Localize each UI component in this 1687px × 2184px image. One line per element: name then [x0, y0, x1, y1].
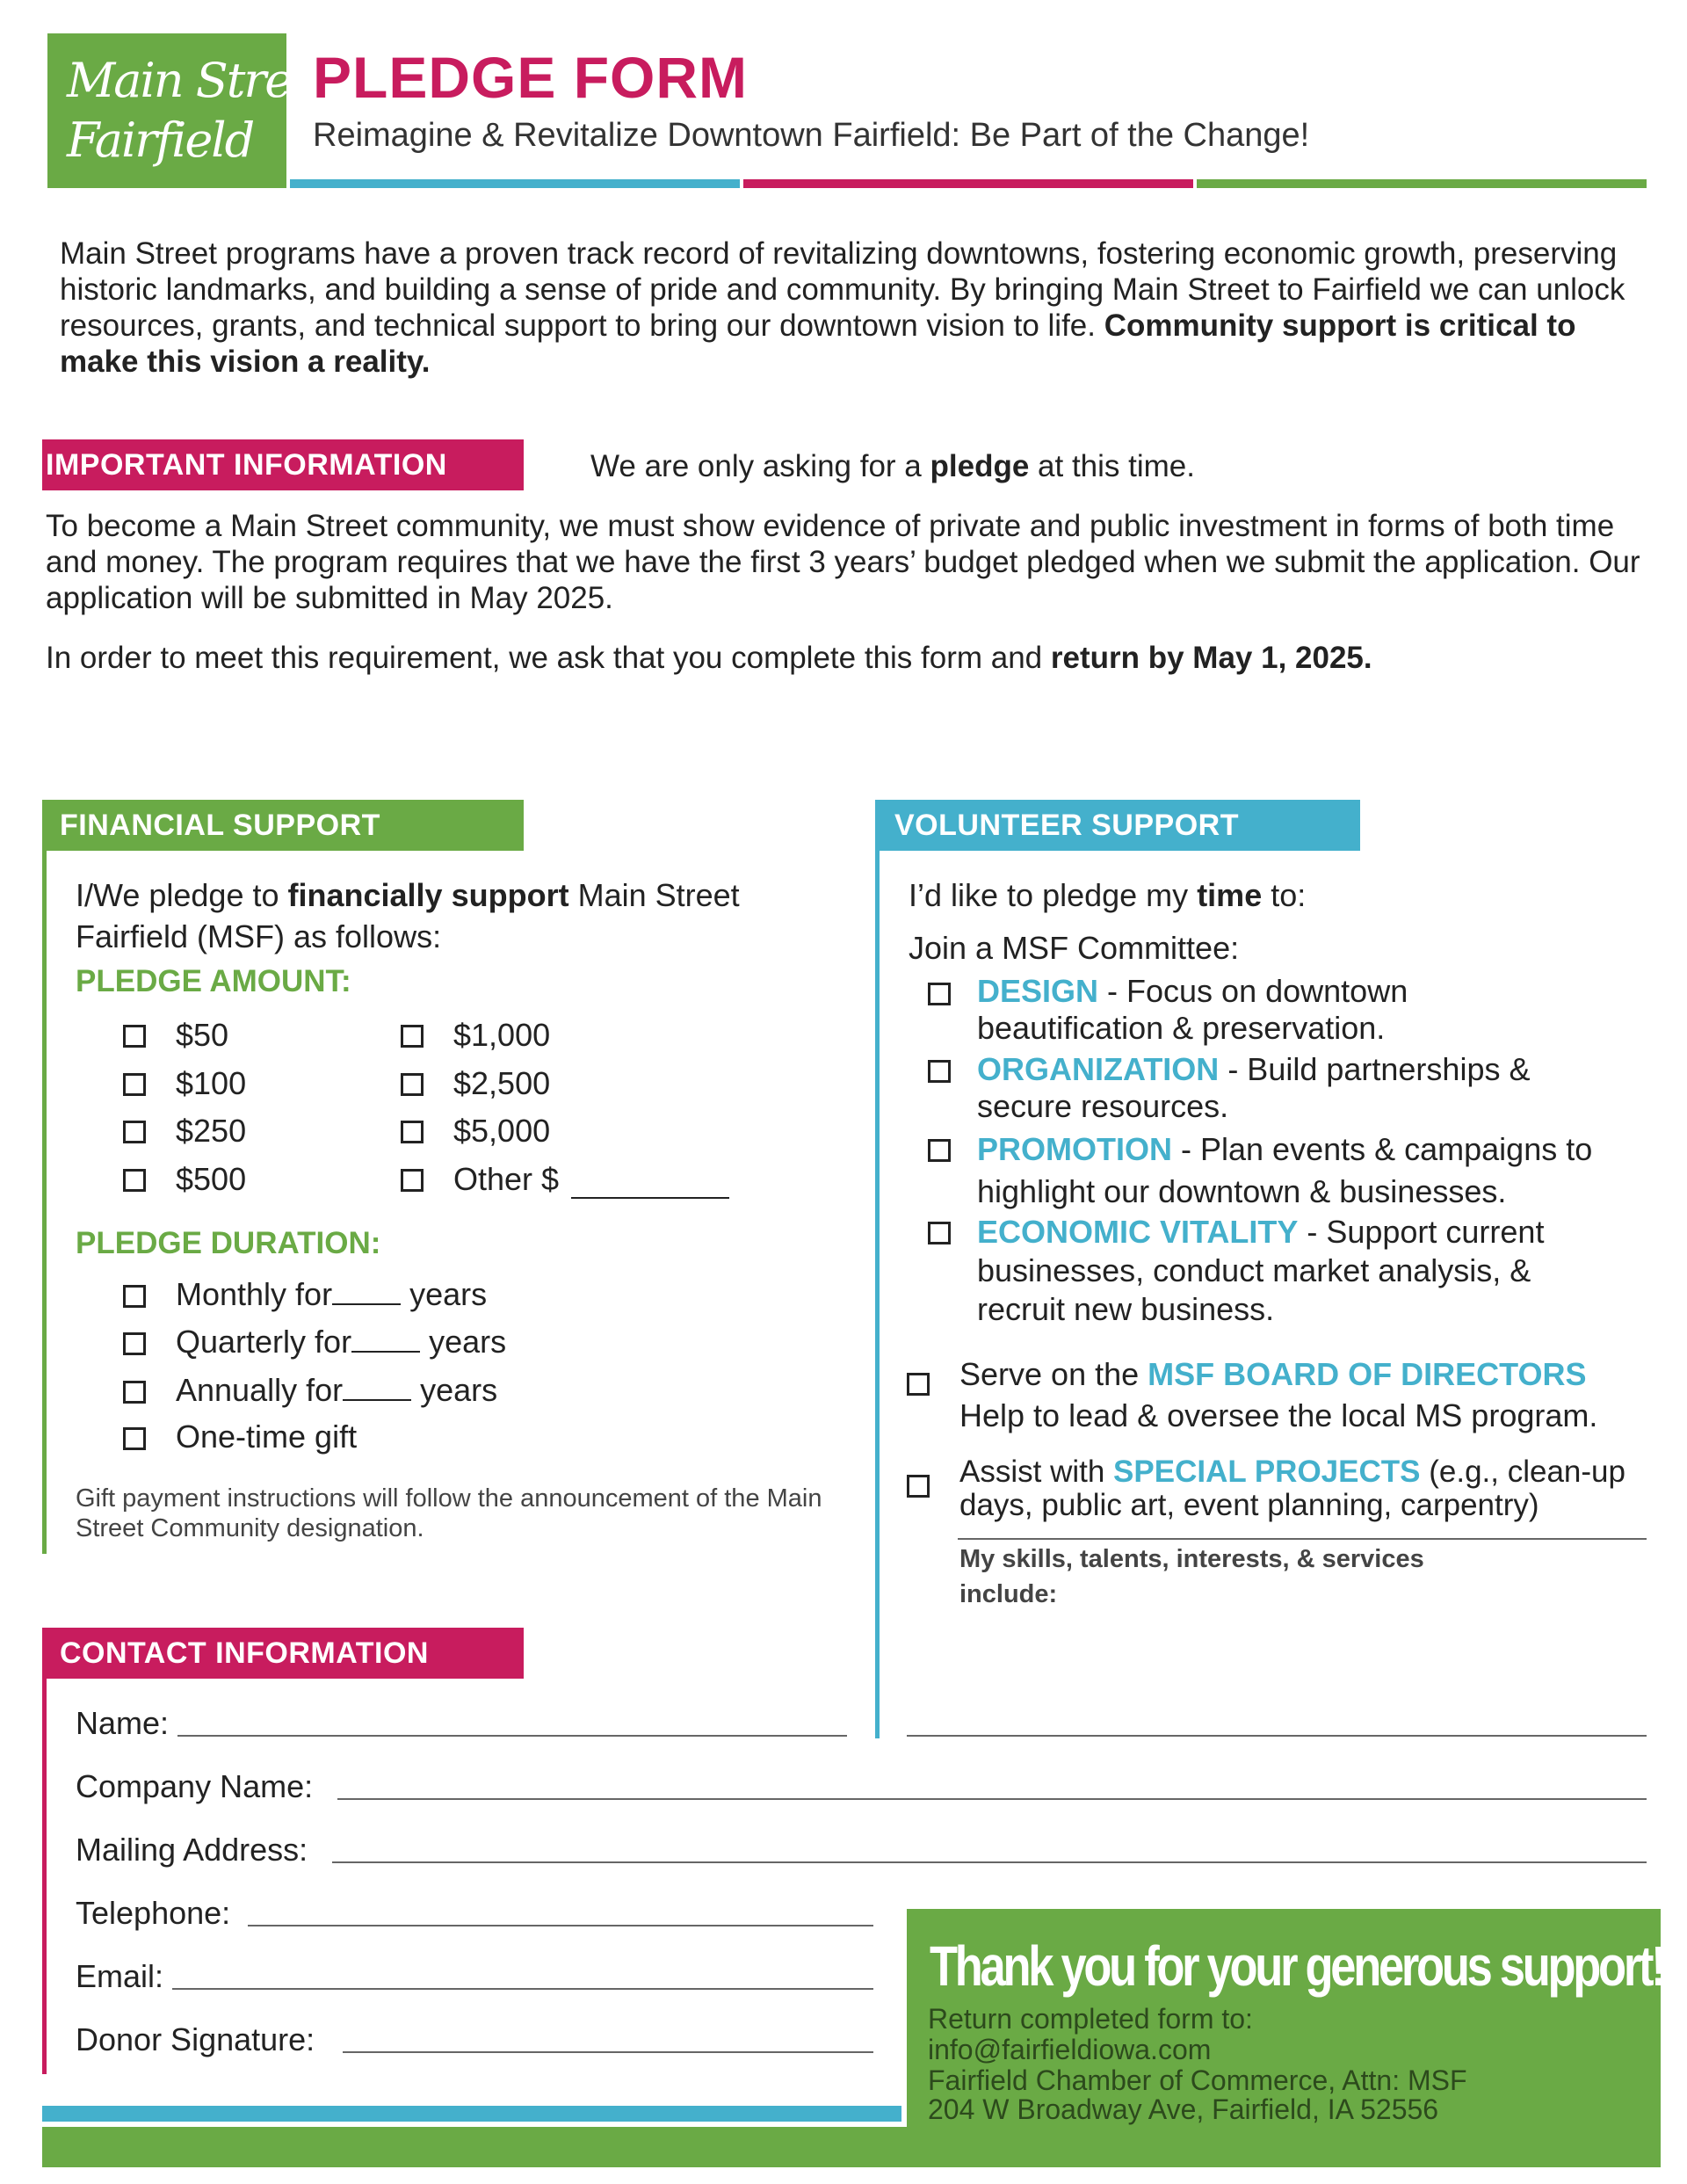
contact-name-label: Name: [76, 1705, 170, 1741]
return-email[interactable]: info@fairfieldiowa.com [928, 2034, 1212, 2065]
duration-annually-post: years [420, 1372, 498, 1408]
skills-top-line [958, 1538, 1647, 1540]
committee-promotion-name: PROMOTION [977, 1131, 1172, 1167]
page-title: PLEDGE FORM [313, 45, 749, 110]
committee-promotion-desc-1: - Plan events & campaigns to [1172, 1131, 1593, 1167]
logo-line-1: Main Street [67, 53, 335, 108]
contact-telephone-input[interactable] [248, 1925, 873, 1926]
committee-promotion-text [977, 1128, 1592, 1213]
intro-bold: Community support is critical to make this vision a reality. [60, 308, 1576, 379]
board-text-line-2: Help to lead & oversee the local MS program. [959, 1397, 1598, 1433]
committee-promotion-desc-2: highlight our downtown & businesses. [977, 1173, 1507, 1209]
committee-heading: Join a MSF Committee: [909, 930, 1240, 966]
important-note-post: at this time. [1038, 449, 1195, 483]
return-organization: Fairfield Chamber of Commerce, Attn: MSF [928, 2064, 1467, 2096]
special-projects-line-2: days, public art, event planning, carpentry) [959, 1488, 1539, 1522]
special-projects-pre: Assist with [959, 1455, 1105, 1489]
contact-info-label: CONTACT INFORMATION [60, 1636, 429, 1670]
return-address: 204 W Broadway Ave, Fairfield, IA 52556 [928, 2093, 1439, 2125]
duration-quarterly-blank[interactable] [351, 1324, 420, 1353]
duration-onetime-checkbox[interactable] [123, 1427, 146, 1450]
contact-telephone-label: Telephone: [76, 1895, 231, 1931]
contact-company-input[interactable] [337, 1798, 1647, 1800]
pledge-duration-heading: PLEDGE DURATION: [76, 1226, 381, 1260]
special-projects-text [959, 1455, 1625, 1522]
volunteer-support-label: VOLUNTEER SUPPORT [894, 809, 1239, 842]
skills-input-line[interactable] [907, 1735, 1647, 1737]
pledge-amount-heading: PLEDGE AMOUNT: [76, 964, 351, 998]
logo [47, 33, 335, 188]
financial-support-tag [42, 800, 524, 851]
amount-5000-checkbox[interactable] [401, 1121, 424, 1143]
duration-monthly-label [176, 1276, 487, 1313]
volunteer-intro [909, 877, 1306, 913]
financial-intro-bold: financially support [287, 877, 569, 913]
amount-100-label: $100 [176, 1065, 247, 1101]
header-bar-green [1197, 179, 1647, 188]
special-projects-bold: SPECIAL PROJECTS [1113, 1455, 1421, 1489]
contact-info-tag [42, 1628, 524, 1679]
committee-economic-vitality-desc-1: - Support current [1298, 1214, 1545, 1250]
amount-2500-checkbox[interactable] [401, 1073, 424, 1096]
duration-annually-checkbox[interactable] [123, 1381, 146, 1404]
duration-quarterly-post: years [429, 1324, 507, 1360]
financial-support-label: FINANCIAL SUPPORT [60, 809, 380, 842]
duration-monthly-post: years [409, 1276, 488, 1312]
committee-economic-vitality-desc-2: businesses, conduct market analysis, & [977, 1252, 1531, 1288]
committee-design-text [977, 973, 1408, 1047]
committee-economic-vitality-name: ECONOMIC VITALITY [977, 1214, 1299, 1250]
duration-quarterly-pre: Quarterly for [176, 1324, 352, 1360]
important-note [590, 448, 1195, 484]
duration-annually-pre: Annually for [176, 1372, 344, 1408]
important-para2-bold: return by May 1, 2025. [1050, 641, 1372, 675]
board-text-pre: Serve on the [959, 1356, 1140, 1392]
skills-label [959, 1542, 1424, 1612]
page-subtitle: Reimagine & Revitalize Downtown Fairfield: Be Part of the Change! [313, 117, 1310, 154]
committee-design-desc-1: - Focus on downtown [1098, 973, 1408, 1009]
amount-50-label: $50 [176, 1017, 229, 1053]
board-text [959, 1353, 1597, 1436]
header-bar-blue [290, 179, 740, 188]
volunteer-support-tag [875, 800, 1360, 851]
duration-annually-blank[interactable] [343, 1373, 411, 1401]
committee-economic-vitality-checkbox[interactable] [928, 1222, 951, 1244]
amount-1000-checkbox[interactable] [401, 1025, 424, 1048]
duration-onetime-label: One-time gift [176, 1419, 358, 1455]
skills-label-line-1: My skills, talents, interests, & services [959, 1545, 1424, 1573]
amount-other-blank[interactable] [571, 1197, 729, 1199]
contact-email-input[interactable] [172, 1988, 873, 1990]
duration-monthly-blank[interactable] [332, 1277, 401, 1305]
committee-organization-text [977, 1051, 1530, 1125]
board-text-bold: MSF BOARD OF DIRECTORS [1148, 1356, 1587, 1392]
committee-economic-vitality-desc-3: recruit new business. [977, 1291, 1275, 1327]
amount-500-label: $500 [176, 1161, 247, 1197]
amount-50-checkbox[interactable] [123, 1025, 146, 1048]
amount-100-checkbox[interactable] [123, 1073, 146, 1096]
financial-intro-post: Main Street Fairfield (MSF) as follows: [76, 877, 740, 954]
amount-5000-label: $5,000 [453, 1113, 551, 1149]
important-para2-pre: In order to meet this requirement, we ask that you complete this form and [46, 641, 1043, 675]
contact-address-label: Mailing Address: [76, 1832, 308, 1868]
logo-line-2: Fairfield [67, 112, 254, 168]
contact-signature-label: Donor Signature: [76, 2021, 315, 2057]
header-bar-pink [743, 179, 1193, 188]
contact-side-bar [42, 1679, 47, 2074]
volunteer-intro-post: to: [1271, 877, 1307, 913]
amount-500-checkbox[interactable] [123, 1169, 146, 1192]
volunteer-intro-bold: time [1197, 877, 1263, 913]
committee-organization-desc-2: secure resources. [977, 1088, 1229, 1124]
financial-note: Gift payment instructions will follow the announcement of the Main Street Community designation. [76, 1484, 822, 1542]
skills-label-line-2: include: [959, 1580, 1058, 1608]
amount-1000-label: $1,000 [453, 1017, 551, 1053]
special-projects-post: (e.g., clean-up [1429, 1455, 1625, 1489]
financial-side-bar [42, 851, 47, 1554]
committee-promotion-checkbox[interactable] [928, 1139, 951, 1162]
important-info-label: IMPORTANT INFORMATION [46, 448, 447, 482]
intro-text: Main Street programs have a proven track record of revitalizing downtowns, fostering economic growth, preserving historic landmarks, and building a sense of pride and community. By bringing Main Street to Fairfield we can unlock resources, grants, and technical support to bring our downtown vision to life. [60, 236, 1625, 343]
contact-name-input[interactable] [177, 1735, 847, 1737]
amount-2500-label: $2,500 [453, 1065, 551, 1101]
board-checkbox[interactable] [907, 1373, 930, 1396]
volunteer-side-bar [875, 851, 880, 1738]
committee-design-checkbox[interactable] [928, 983, 951, 1005]
special-projects-checkbox[interactable] [907, 1475, 930, 1498]
contact-company-label: Company Name: [76, 1768, 314, 1804]
duration-annually-label [176, 1372, 497, 1409]
important-paragraph-1: To become a Main Street community, we must show evidence of private and public investment in forms of both time and money. The program requires that we have the first 3 years’ budget pledged when we submit the application. Our application will be submitted in May 2025. [46, 509, 1640, 615]
duration-monthly-pre: Monthly for [176, 1276, 333, 1312]
footer-bar-green [42, 2127, 1661, 2167]
thank-you-heading: Thank you for your generous support! [930, 1934, 1664, 1998]
amount-250-label: $250 [176, 1113, 247, 1149]
financial-intro-pre: I/We pledge to [76, 877, 279, 913]
committee-organization-desc-1: - Build partnerships & [1219, 1051, 1531, 1087]
amount-other-label: Other $ [453, 1161, 560, 1197]
duration-quarterly-label [176, 1324, 506, 1360]
footer-bar-blue [42, 2106, 901, 2122]
committee-design-name: DESIGN [977, 973, 1099, 1009]
committee-economic-vitality-text [977, 1213, 1544, 1329]
contact-signature-input[interactable] [343, 2051, 873, 2053]
contact-address-input[interactable] [332, 1861, 1647, 1863]
return-label: Return completed form to: [928, 2003, 1253, 2035]
committee-organization-name: ORGANIZATION [977, 1051, 1220, 1087]
important-note-bold: pledge [930, 449, 1030, 483]
amount-other-checkbox[interactable] [401, 1169, 424, 1192]
important-info-tag [42, 439, 524, 490]
intro-paragraph [60, 236, 1659, 380]
important-note-pre: We are only asking for a [590, 449, 922, 483]
contact-email-label: Email: [76, 1958, 164, 1994]
volunteer-intro-pre: I’d like to pledge my [909, 877, 1189, 913]
duration-quarterly-checkbox[interactable] [123, 1332, 146, 1355]
duration-monthly-checkbox[interactable] [123, 1285, 146, 1308]
committee-organization-checkbox[interactable] [928, 1060, 951, 1083]
committee-design-desc-2: beautification & preservation. [977, 1010, 1386, 1046]
important-paragraph-2 [46, 640, 1372, 676]
financial-intro [76, 874, 849, 957]
amount-250-checkbox[interactable] [123, 1121, 146, 1143]
